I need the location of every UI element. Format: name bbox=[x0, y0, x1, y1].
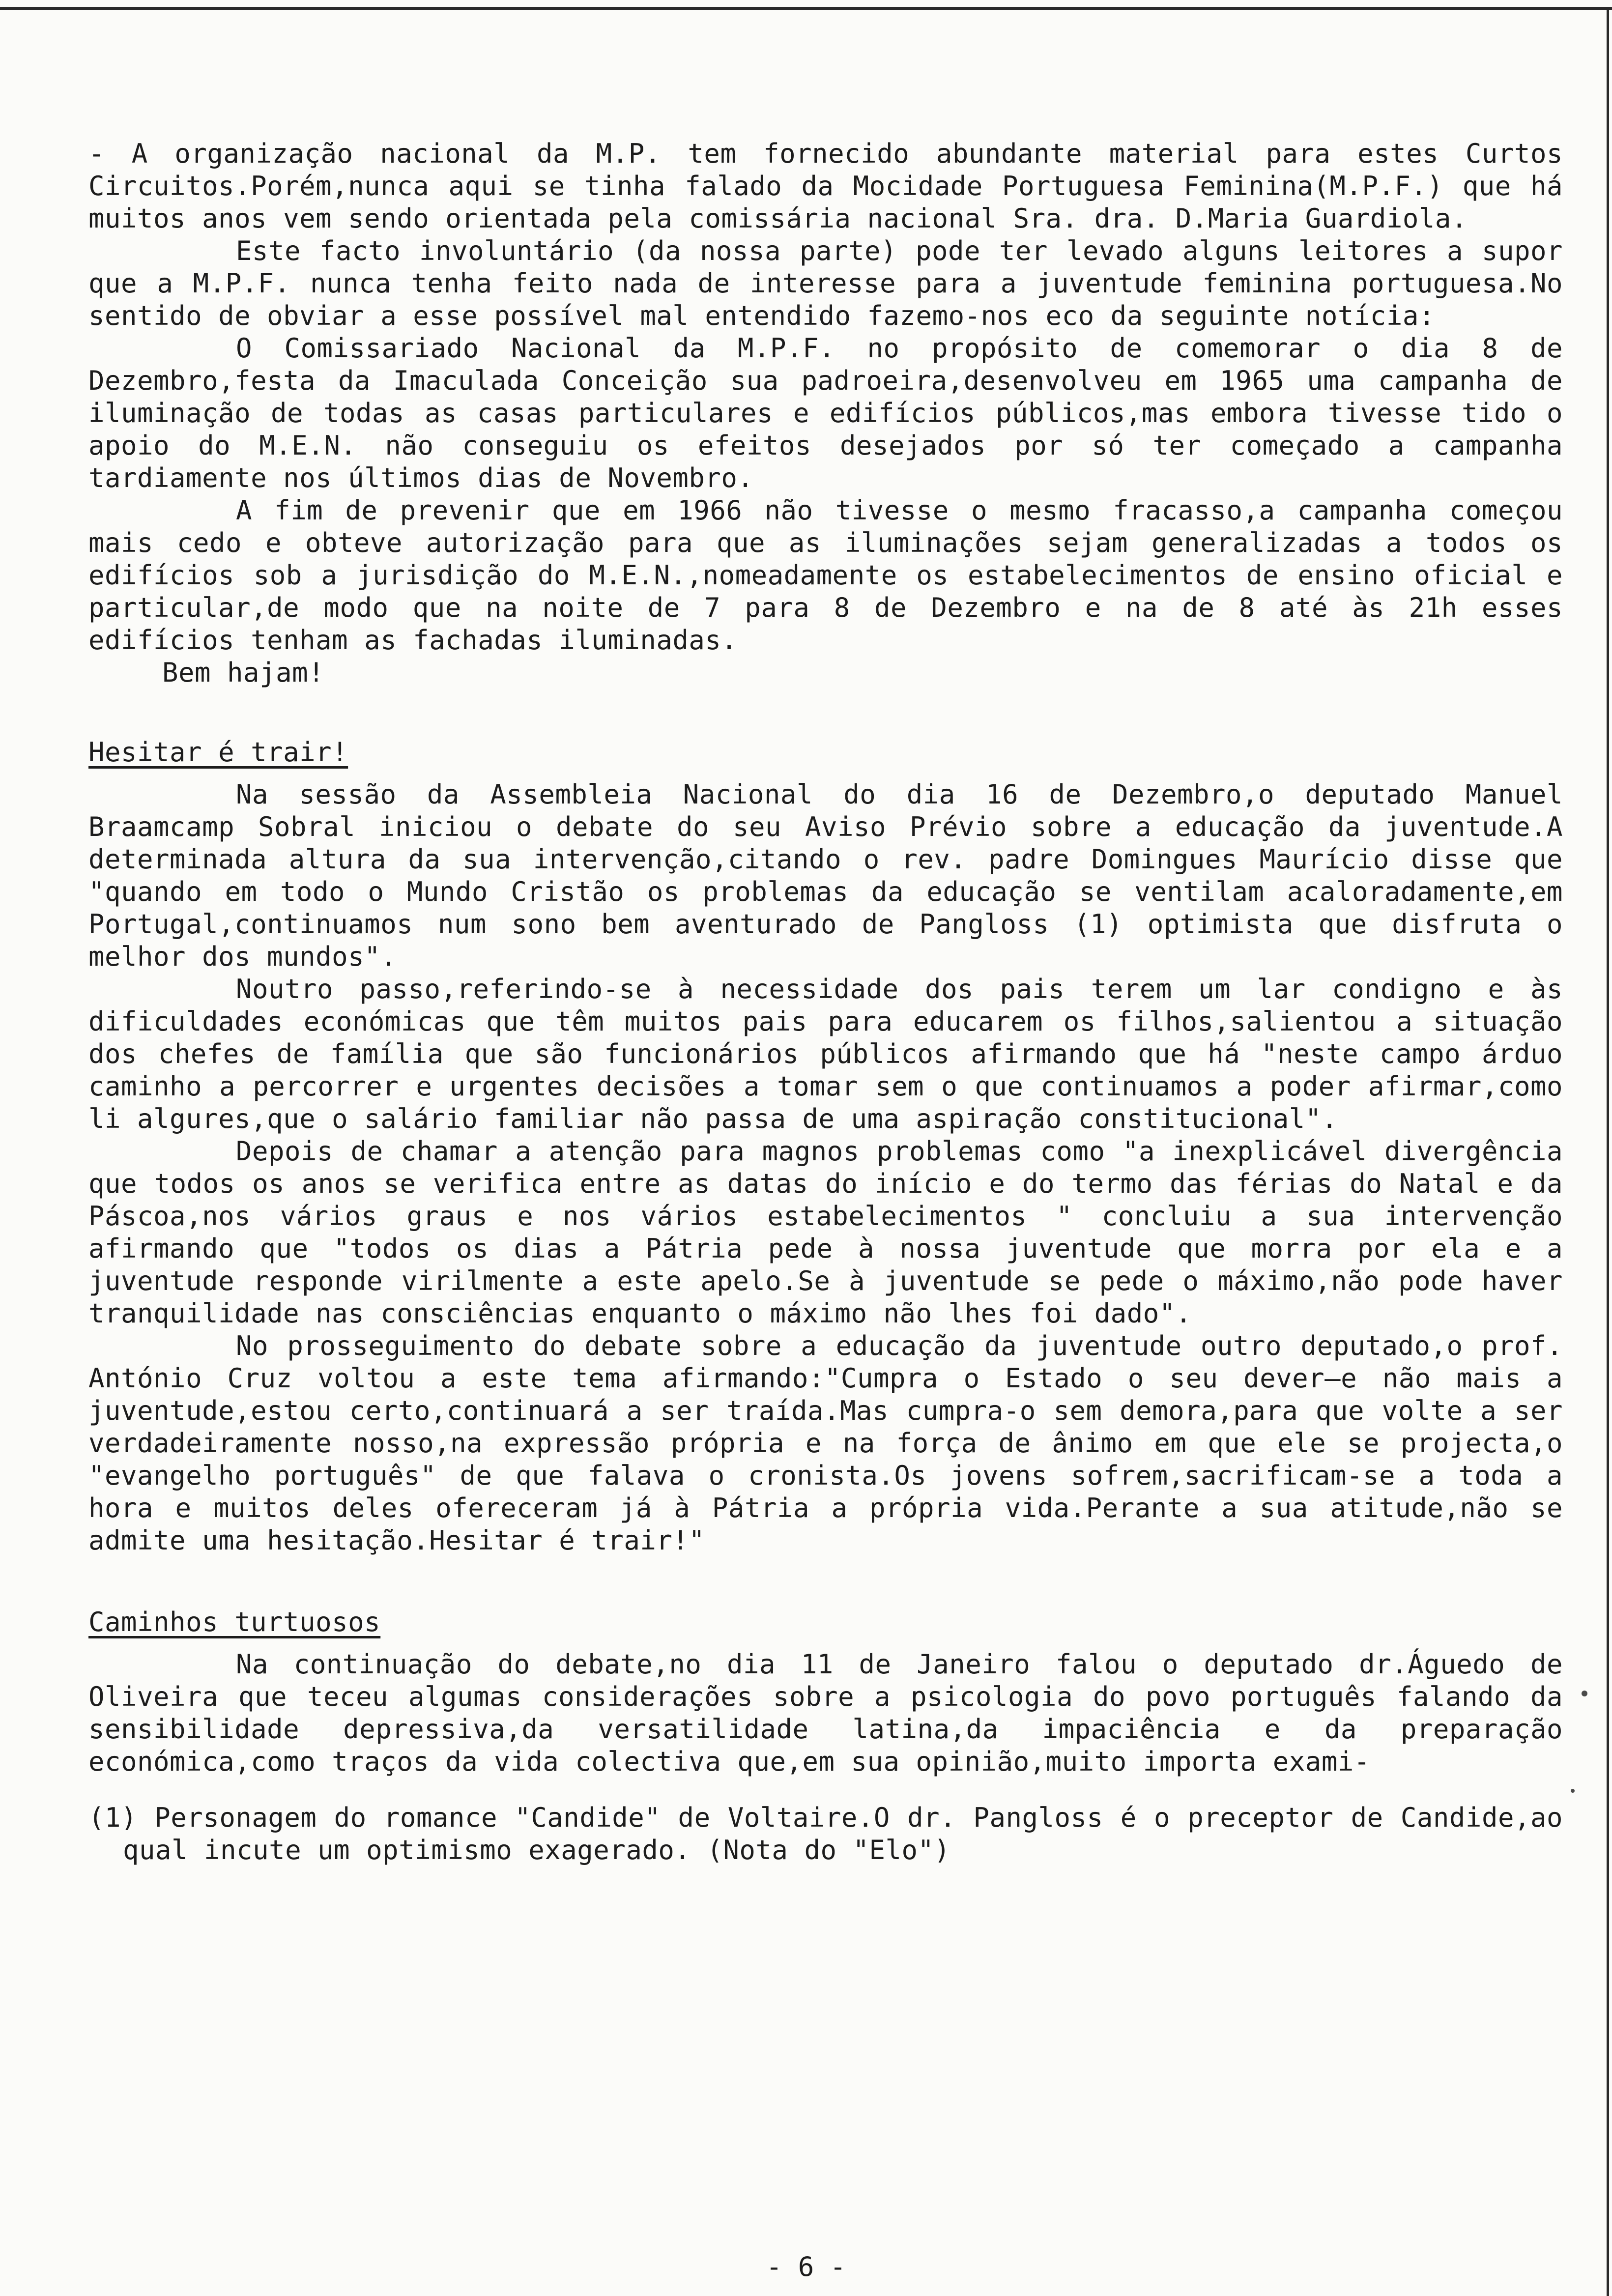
page-top-border bbox=[0, 7, 1612, 10]
ink-speck bbox=[1571, 1789, 1575, 1793]
intro-paragraph-2: Este facto involuntário (da nossa parte) pode ter levado alguns leitores a supor que a M.P.F. nunca tenha feito nada de interesse para a juventude feminina portuguesa.No sentido de obviar a esse possível mal entendido fazemo-nos eco da seguinte notícia: bbox=[88, 235, 1580, 331]
intro-paragraph-1: - A organização nacional da M.P. tem fornecido abundante material para estes Curtos Circuitos.Porém,nunca aqui se tinha falado da Mocidade Portuguesa Feminina(M.P.F.) que há muitos anos vem sendo orientada pela comissária nacional Sra. dra. D.Maria Guardiola. bbox=[88, 138, 1580, 234]
section1-paragraph-3: Depois de chamar a atenção para magnos problemas como "a inexplicável divergência que todos os anos se verifica entre as datas do início e do termo das férias do Natal e da Páscoa,nos vários graus e nos vários estabelecimentos " concluiu a sua intervenção afirmando que "todos os dias a Pátria pede à nossa juventude que morra por ela e a juventude responde virilmente a este apelo.Se à juventude se pede o máximo,não pode haver tranquilidade nas consciências enquanto o máximo não lhes foi dado". bbox=[88, 1136, 1580, 1329]
page-right-border bbox=[1607, 7, 1609, 2296]
ink-speck bbox=[1582, 1691, 1587, 1696]
page-number: - 6 - bbox=[766, 2251, 846, 2282]
intro-paragraph-4: A fim de prevenir que em 1966 não tivesse o mesmo fracasso,a campanha começou mais cedo e obteve autorização para que as iluminações sejam generalizadas a todos os edifícios sob a jurisdição do M.E.N.,nomeadamente os estabelecimentos de ensino oficial e particular,de modo que na noite de 7 para 8 de Dezembro e na de 8 até às 21h esses edifícios tenham as fachadas iluminadas. bbox=[88, 495, 1580, 656]
section1-paragraph-2: Noutro passo,referindo-se à necessidade dos pais terem um lar condigno e às dificuldades económicas que têm muitos pais para educarem os filhos,salientou a situação dos chefes de família que são funcionários públicos afirmando que há "neste campo árduo caminho a percorrer e urgentes decisões a tomar sem o que continuamos a poder afirmar,como li algures,que o salário familiar não passa de uma aspiração constitucional". bbox=[88, 974, 1580, 1134]
section1-paragraph-1: Na sessão da Assembleia Nacional do dia 16 de Dezembro,o deputado Manuel Braamcamp Sobral iniciou o debate do seu Aviso Prévio sobre a educação da juventude.A determinada altura da sua intervenção,citando o rev. padre Domingues Maurício disse que "quando em todo o Mundo Cristão os problemas da educação se ventilam acaloradamente,em Portugal,continuamos num sono bem aventurado de Pangloss (1) optimista que disfruta o melhor dos mundos". bbox=[88, 779, 1580, 972]
section-heading-hesitar: Hesitar é trair! bbox=[88, 737, 348, 768]
section1-paragraph-4: No prosseguimento do debate sobre a educação da juventude outro deputado,o prof. António Cruz voltou a este tema afirmando:"Cumpra o Estado o seu dever—e não mais a juventude,estou certo,continuará a ser traída.Mas cumpra-o sem demora,para que volte a ser verdadeiramente nosso,na expressão própria e na força de ânimo em que ele se projecta,o "evangelho português" de que falava o cronista.Os jovens sofrem,sacrificam-se a toda a hora e muitos deles ofereceram já à Pátria a própria vida.Perante a sua atitude,não se admite uma hesitação.Hesitar é trair!" bbox=[88, 1330, 1580, 1556]
faded-heading bbox=[88, 98, 1563, 131]
intro-paragraph-3: O Comissariado Nacional da M.P.F. no propósito de comemorar o dia 8 de Dezembro,festa da Imaculada Conceição sua padroeira,desenvolveu em 1965 uma campanha de iluminação de todas as casas particulares e edifícios públicos,mas embora tivesse tido o apoio do M.E.N. não conseguiu os efeitos desejados por só ter começado a campanha tardiamente nos últimos dias de Novembro. bbox=[88, 333, 1580, 493]
section-heading-caminhos: Caminhos turtuosos bbox=[88, 1607, 381, 1637]
intro-closing: Bem hajam! bbox=[162, 657, 325, 688]
page-content bbox=[88, 98, 1580, 1866]
section2-paragraph-1: Na continuação do debate,no dia 11 de Janeiro falou o deputado dr.Águedo de Oliveira que teceu algumas considerações sobre a psicologia do povo português falando da sensibilidade depressiva,da versatilidade latina,da impaciência e da preparação económica,como traços da vida colectiva que,em sua opinião,muito importa exami- bbox=[88, 1649, 1580, 1777]
footnote: (1) Personagem do romance "Candide" de Voltaire.O dr. Pangloss é o preceptor de Candide,ao qual incute um optimismo exagerado. (Nota do "Elo") bbox=[88, 1802, 1580, 1866]
